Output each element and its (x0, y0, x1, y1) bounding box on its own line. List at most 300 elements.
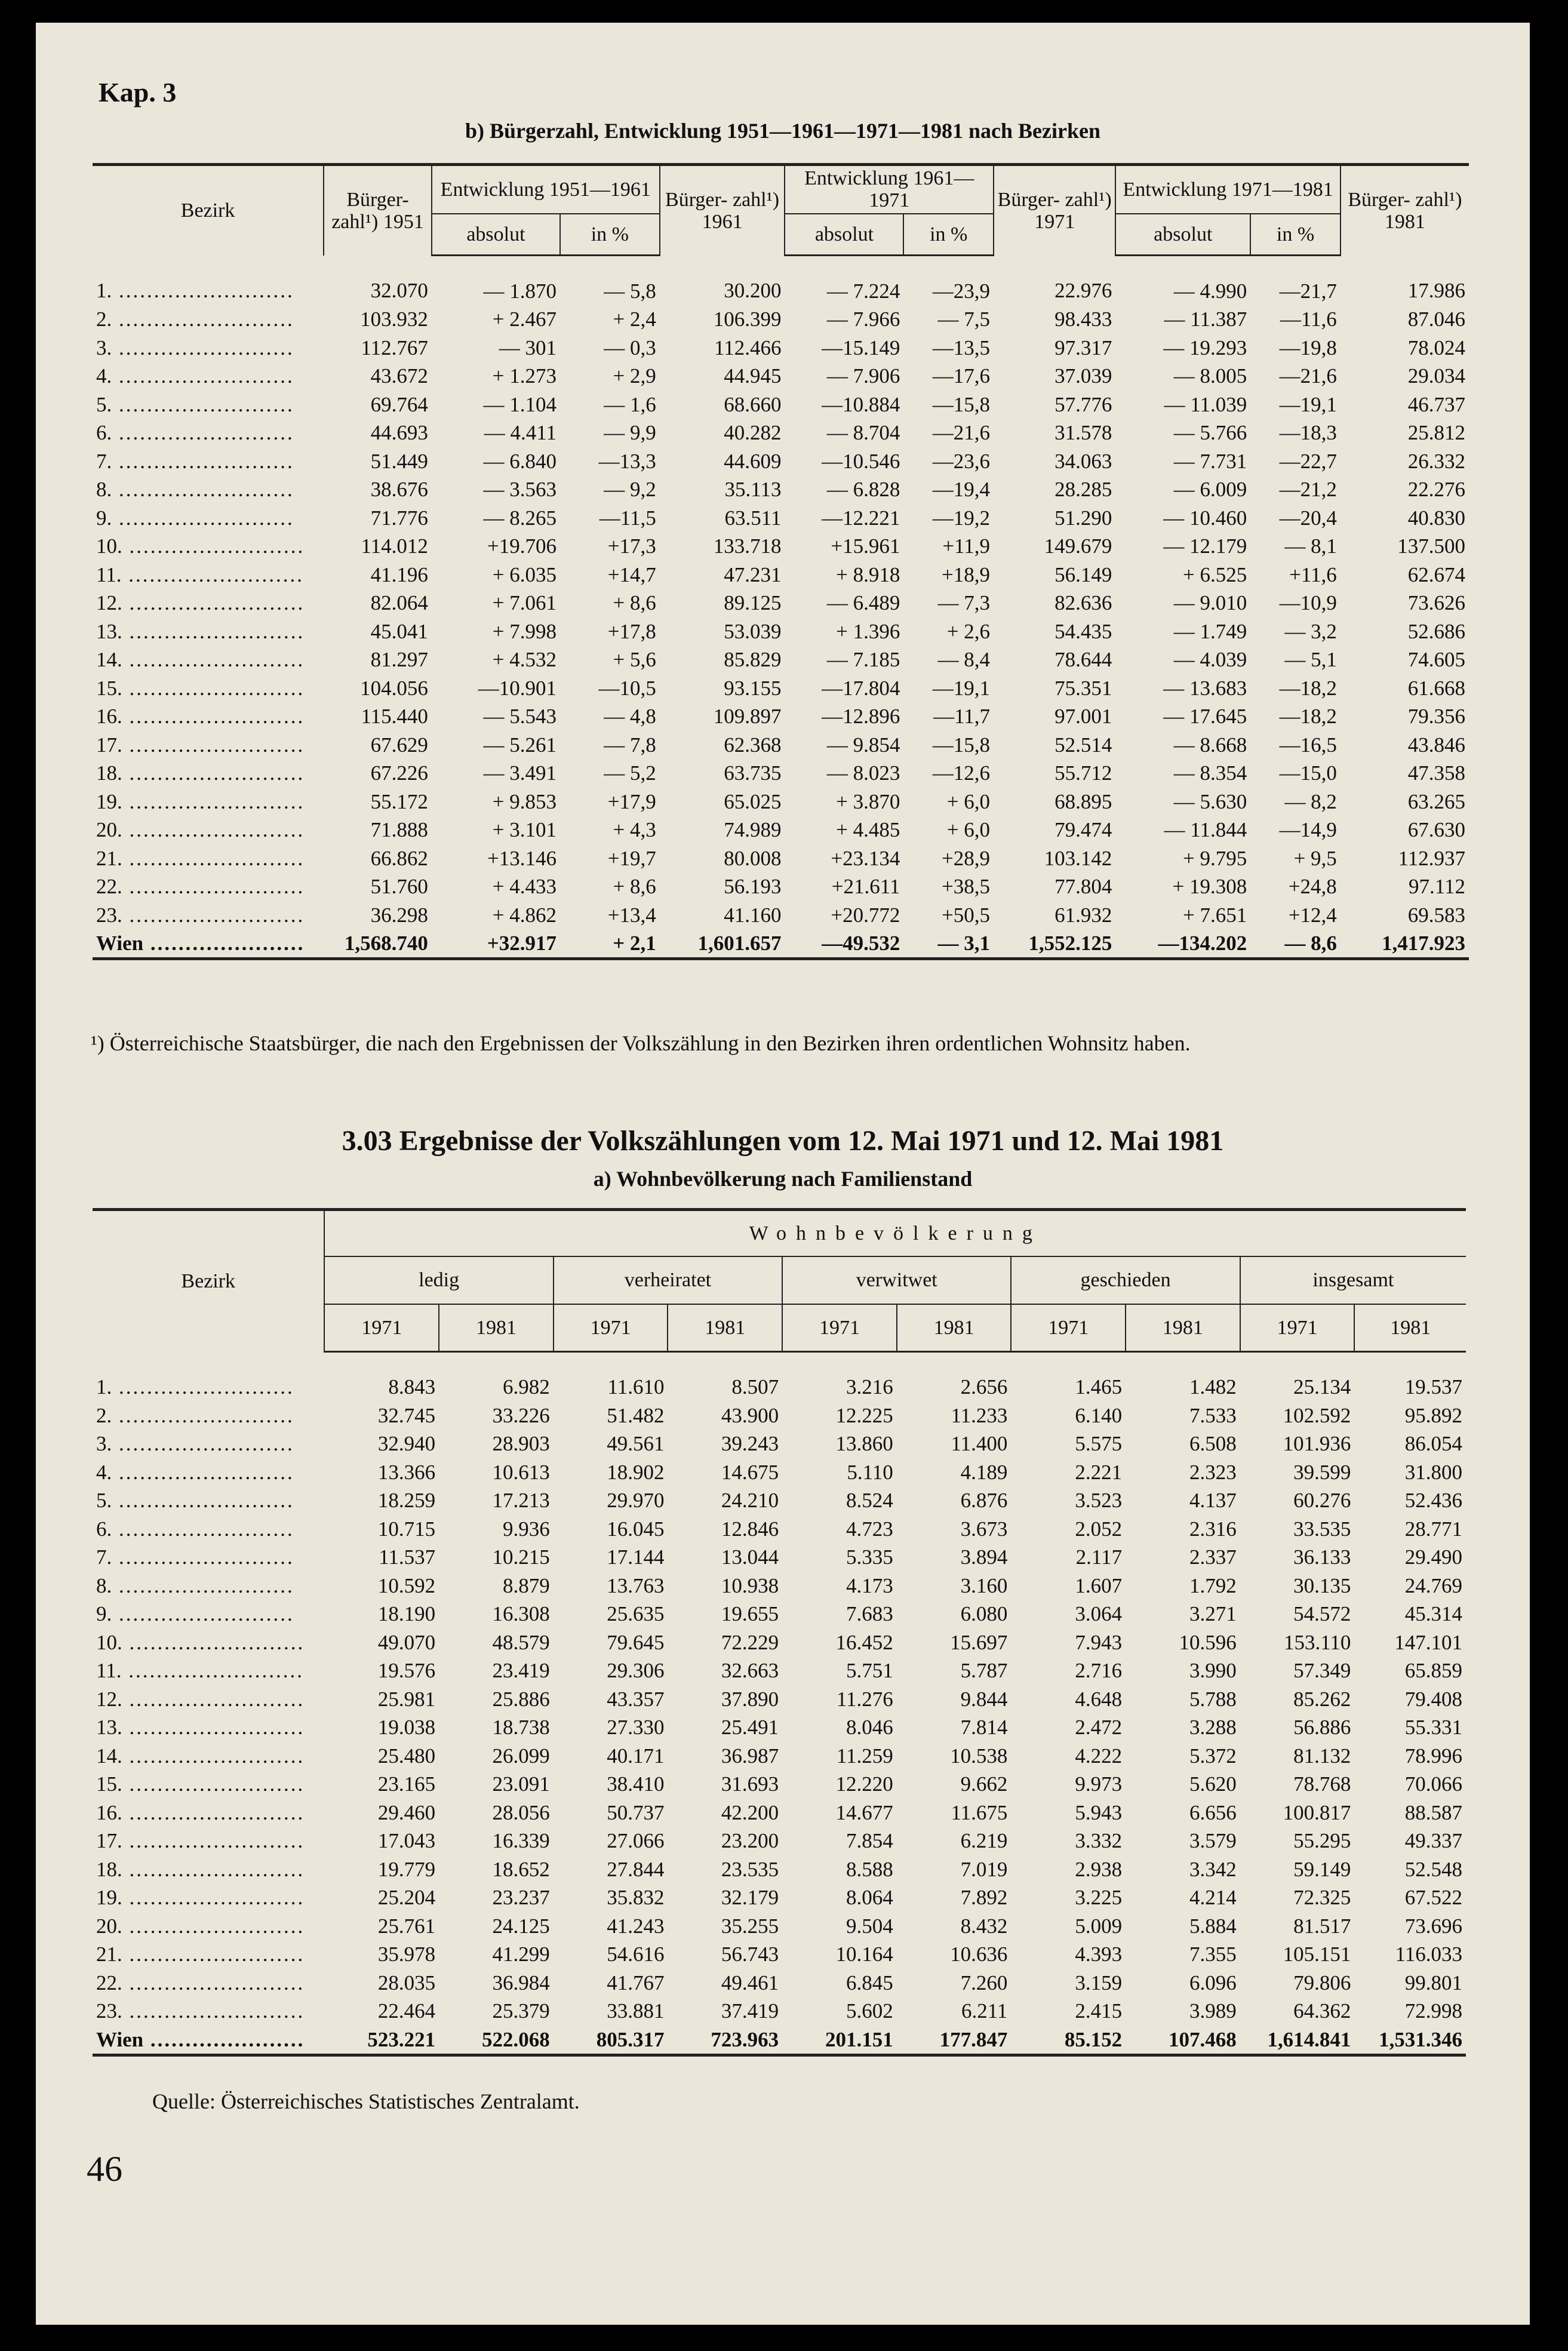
table-cell: 17.986 (1407, 278, 1465, 302)
table-cell: — 7.224 (826, 279, 900, 303)
district-number: 6. (96, 421, 112, 445)
table-cell: 149.679 (1044, 534, 1112, 558)
table-cell: + 7.651 (1182, 903, 1247, 927)
table-cell: 8.432 (960, 1914, 1008, 1938)
table-cell: 44.609 (724, 449, 782, 473)
table-cell: 25.204 (377, 1886, 436, 1910)
col-in-pct: in % (560, 214, 660, 256)
col-buerger-1971: Bürger- zahl¹) 1971 (994, 165, 1115, 256)
table-cell: 10.596 (1179, 1630, 1237, 1654)
table-cell: 11.233 (951, 1403, 1008, 1427)
table-cell: 8.064 (846, 1886, 893, 1910)
district-number: 21. (96, 1943, 122, 1966)
table-cell: — 13.683 (1163, 676, 1247, 700)
district-number: 14. (96, 1744, 122, 1768)
table-cell: +24,8 (1288, 875, 1337, 899)
table-cell: — 11.844 (1164, 818, 1247, 842)
table-cell: 32.663 (721, 1659, 779, 1683)
table-cell: 51.760 (370, 875, 428, 899)
table-cell: + 2,9 (613, 364, 656, 388)
table-cell: — 7,8 (604, 733, 656, 757)
table-cell: 35.255 (721, 1914, 779, 1938)
table-cell: 28.903 (492, 1432, 550, 1456)
table-cell: 101.936 (1283, 1432, 1351, 1456)
table-cell: 1,601.657 (660, 929, 785, 959)
table-cell: 41.243 (607, 1914, 665, 1938)
table-cell: 37.039 (1054, 364, 1112, 388)
table-cell: 55.331 (1404, 1716, 1462, 1740)
district-label (93, 844, 324, 872)
table-row (93, 1770, 1466, 1799)
table-cell: 3.160 (960, 1574, 1008, 1597)
table-cell: 25.480 (377, 1744, 436, 1768)
table-cell: 36.987 (721, 1744, 779, 1768)
table-row (93, 1997, 1466, 2026)
table-cell: 78.644 (1054, 648, 1112, 672)
table-cell: 33.881 (607, 1999, 665, 2023)
table-cell: 105.151 (1283, 1943, 1351, 1966)
table-row (93, 560, 1469, 589)
table-cell: — 9.010 (1173, 591, 1247, 615)
table-cell: + 4.532 (492, 648, 557, 672)
dot-leader: ......................... (121, 563, 304, 586)
table-cell: 116.033 (1395, 1943, 1462, 1966)
table-cell: — 9,9 (604, 421, 656, 445)
table-cell: 107.468 (1126, 2026, 1240, 2055)
table-cell: 3.225 (1075, 1886, 1123, 1910)
table-cell: — 8.265 (483, 506, 557, 530)
table-cell: — 4.039 (1173, 648, 1247, 672)
table-cell: —22,7 (1279, 449, 1337, 473)
district-number: 12. (96, 591, 122, 615)
table-cell: —18,2 (1279, 705, 1337, 729)
table-cell: —18,2 (1279, 676, 1337, 700)
table-row (93, 646, 1469, 674)
table-cell: 25.761 (377, 1914, 436, 1938)
table-cell: 32.179 (721, 1886, 779, 1910)
table-cell: + 8,6 (613, 591, 656, 615)
table-cell: —10,5 (598, 676, 656, 700)
district-label (93, 560, 324, 589)
district-label (93, 2026, 324, 2055)
table-cell: 23.200 (721, 1829, 779, 1853)
table-cell: 29.460 (377, 1800, 436, 1824)
table-cell: 63.735 (724, 761, 782, 785)
table-row (93, 1685, 1466, 1714)
table-cell: 10.613 (492, 1460, 550, 1484)
table-cell: — 8.023 (826, 761, 900, 785)
table-cell: + 6.035 (492, 563, 557, 586)
table-cell: 82.064 (370, 591, 428, 615)
dot-leader: ......................... (122, 1744, 305, 1768)
table-cell: 54.572 (1293, 1602, 1351, 1626)
table-buergerzahl (93, 163, 1469, 960)
table-row (93, 1912, 1466, 1941)
table-cell: —21,7 (1279, 279, 1337, 303)
dot-leader: ......................... (122, 1999, 305, 2023)
district-label (93, 532, 324, 561)
table-cell: 6.508 (1189, 1432, 1237, 1456)
dot-leader: ......................... (112, 278, 294, 302)
dot-leader: ......................... (122, 1943, 305, 1966)
page-number: 46 (87, 2149, 122, 2189)
table-cell: 57.349 (1293, 1659, 1351, 1683)
table-cell: 69.764 (370, 392, 428, 416)
district-number: 20. (96, 818, 122, 842)
table-cell: 8.588 (846, 1857, 893, 1881)
table-cell: 78.768 (1293, 1772, 1351, 1796)
table-cell: 85.829 (724, 648, 782, 672)
table-cell: 15.697 (950, 1630, 1008, 1654)
col-1981: 1981 (1126, 1304, 1240, 1352)
table-cell: 3.990 (1189, 1659, 1237, 1683)
table-cell: 26.099 (492, 1744, 550, 1768)
table-cell: 79.806 (1293, 1971, 1351, 1994)
dot-leader: ......................... (112, 1574, 294, 1597)
table-cell: + 6.525 (1182, 563, 1247, 586)
table-cell: 19.576 (377, 1659, 436, 1683)
table-cell: 89.125 (724, 591, 782, 615)
district-number: 17. (96, 1829, 122, 1853)
table-cell: 40.171 (607, 1744, 665, 1768)
district-number: 3. (96, 336, 112, 359)
table-cell: 23.237 (492, 1886, 550, 1910)
dot-leader: ......................... (122, 846, 305, 870)
table-cell: + 2,6 (946, 619, 991, 643)
table-cell: — 3.491 (483, 761, 557, 785)
table-cell: +19.706 (487, 534, 557, 558)
table-row (93, 1855, 1466, 1884)
district-label (93, 1940, 324, 1969)
table-cell: — 9.854 (826, 733, 900, 757)
district-number: 20. (96, 1914, 122, 1938)
table-cell: 41.299 (492, 1943, 550, 1966)
dot-leader: ......................... (112, 478, 294, 502)
dot-leader: ......................... (112, 392, 294, 416)
table-cell: 1,614.841 (1240, 2026, 1355, 2055)
table-row (93, 475, 1469, 504)
table-row (93, 503, 1469, 532)
district-number: 19. (96, 789, 122, 813)
table-cell: 56.743 (721, 1943, 779, 1966)
table-cell: 52.514 (1054, 733, 1112, 757)
district-label (93, 617, 324, 646)
table-cell: 67.630 (1407, 818, 1465, 842)
district-number: 6. (96, 1517, 112, 1541)
district-label (93, 1855, 324, 1884)
district-label (93, 1572, 324, 1600)
table-cell: 72.325 (1293, 1886, 1351, 1910)
table-cell: — 1.870 (483, 279, 557, 303)
table-cell: 7.260 (960, 1971, 1008, 1994)
table-cell: 9.504 (846, 1914, 893, 1938)
table-cell: —19,8 (1279, 336, 1337, 359)
table-cell: 75.351 (1054, 676, 1112, 700)
table-cell: — 3,1 (903, 929, 994, 959)
table-cell: 49.070 (377, 1630, 436, 1654)
table-cell: — 8.668 (1173, 733, 1247, 757)
table-cell: 805.317 (554, 2026, 668, 2055)
table-row (93, 872, 1469, 901)
table-cell: 81.132 (1293, 1744, 1351, 1768)
table-cell: 32.745 (377, 1403, 436, 1427)
table-cell: 1.607 (1075, 1574, 1123, 1597)
table-cell: 8.507 (731, 1375, 779, 1399)
district-number: 5. (96, 392, 112, 416)
table-cell: 24.210 (721, 1489, 779, 1513)
table-cell: 12.220 (835, 1772, 893, 1796)
dot-leader: ......................... (121, 1659, 304, 1683)
table-cell: — 3,2 (1284, 619, 1337, 643)
table-cell: 97.317 (1054, 336, 1112, 359)
district-label (93, 674, 324, 702)
table-cell: + 2,4 (613, 308, 656, 331)
district-number: 22. (96, 1971, 122, 1994)
table-cell: 97.112 (1409, 875, 1465, 899)
table-cell: +28,9 (942, 846, 991, 870)
dot-leader: ......................... (122, 903, 305, 927)
table-cell: 4.648 (1075, 1687, 1123, 1711)
table-cell: 17.213 (492, 1489, 550, 1513)
table-cell: 11.537 (379, 1545, 436, 1569)
table-cell: 61.668 (1407, 676, 1465, 700)
table-cell: 2.316 (1189, 1517, 1237, 1541)
col-1981: 1981 (1354, 1304, 1466, 1352)
col-in-pct: in % (903, 214, 994, 256)
table-cell: 28.035 (377, 1971, 436, 1994)
col-1971: 1971 (554, 1304, 668, 1352)
table-cell: 25.981 (377, 1687, 436, 1711)
table-cell: 44.693 (370, 421, 428, 445)
table-cell: 27.066 (607, 1829, 665, 1853)
dot-leader: ......................... (122, 1800, 305, 1824)
table-cell: 7.019 (960, 1857, 1008, 1881)
table-cell: 25.886 (492, 1687, 550, 1711)
district-label (93, 1799, 324, 1827)
table-cell: 33.535 (1293, 1517, 1351, 1541)
table-row (93, 1572, 1466, 1600)
district-label (93, 1685, 324, 1714)
table-cell: 103.932 (360, 308, 428, 331)
table-cell: —13,3 (598, 449, 656, 473)
table-cell: 51.290 (1054, 506, 1112, 530)
table-cell: 73.626 (1407, 591, 1465, 615)
district-label (93, 1969, 324, 1997)
dot-leader: ......................... (122, 705, 305, 729)
table-cell: 47.358 (1407, 761, 1465, 785)
table-cell: 18.652 (492, 1857, 550, 1881)
table-cell: 52.548 (1404, 1857, 1462, 1881)
table-cell: 1,552.125 (994, 929, 1115, 959)
table-cell: —15,8 (932, 733, 991, 757)
table-cell: 16.339 (492, 1829, 550, 1853)
table-cell: 43.900 (721, 1403, 779, 1427)
table-cell: 19.038 (377, 1716, 436, 1740)
table-cell: — 5,8 (604, 279, 656, 303)
table-cell: 6.096 (1189, 1971, 1237, 1994)
table-cell: 35.832 (607, 1886, 665, 1910)
dot-leader: ......................... (122, 1829, 305, 1853)
table-cell: — 10.460 (1163, 506, 1247, 530)
table-cell: 56.193 (724, 875, 782, 899)
table-cell: 11.276 (836, 1687, 893, 1711)
table-cell: + 9,5 (1293, 846, 1337, 870)
table-cell: 22.976 (1054, 278, 1112, 302)
district-number: 14. (96, 648, 122, 672)
table-cell: 177.847 (897, 2026, 1011, 2055)
table-cell: + 8,6 (613, 875, 656, 899)
district-label (93, 475, 324, 504)
table-cell: 1.482 (1189, 1375, 1237, 1399)
table-cell: 12.225 (835, 1403, 893, 1427)
table-cell: 5.602 (846, 1999, 893, 2023)
table-cell: + 3.101 (492, 818, 557, 842)
col-absolut: absolut (785, 214, 903, 256)
table-cell: 49.561 (607, 1432, 665, 1456)
table-cell: 26.332 (1407, 449, 1465, 473)
dot-leader: ......................... (112, 308, 294, 331)
table-cell: 522.068 (439, 2026, 554, 2055)
table-cell: 65.025 (724, 789, 782, 813)
table-cell: — 7.185 (826, 648, 900, 672)
table-cell: + 19.308 (1172, 875, 1247, 899)
table-cell: 63.511 (724, 506, 782, 530)
table-cell: — 9,2 (604, 478, 656, 502)
col-1971: 1971 (1011, 1304, 1126, 1352)
table-cell: 51.449 (370, 449, 428, 473)
table-cell: 2.337 (1189, 1545, 1237, 1569)
table-cell: 23.091 (492, 1772, 550, 1796)
table-cell: 22.276 (1407, 478, 1465, 502)
district-number: 12. (96, 1687, 122, 1711)
table-cell: 34.063 (1054, 449, 1112, 473)
table-cell: — 5,1 (1284, 648, 1337, 672)
table-cell: 3.523 (1075, 1489, 1123, 1513)
table-cell: 37.419 (721, 1999, 779, 2023)
table-cell: 45.041 (370, 619, 428, 643)
table-cell: 35.113 (724, 478, 782, 502)
table-cell: 2.052 (1075, 1517, 1123, 1541)
col-verwitwet: verwitwet (782, 1256, 1011, 1304)
table-cell: 79.645 (607, 1630, 665, 1654)
table-cell: —19,4 (932, 478, 991, 502)
table-cell: +18,9 (942, 563, 991, 586)
table-cell: 14.675 (721, 1460, 779, 1484)
table-cell: 6.140 (1075, 1403, 1123, 1427)
table-cell: 23.535 (721, 1857, 779, 1881)
table-cell: 41.767 (607, 1971, 665, 1994)
dot-leader: ...................... (143, 2027, 305, 2051)
table-row (93, 1969, 1466, 1997)
district-label (93, 1883, 324, 1912)
table-cell: —19,1 (932, 676, 991, 700)
table-cell: 109.897 (713, 705, 782, 729)
dot-leader: ......................... (122, 1630, 305, 1654)
table-cell: 112.937 (1398, 846, 1465, 870)
table-cell: —19,1 (1279, 392, 1337, 416)
table-cell: 18.190 (377, 1602, 436, 1626)
district-label (93, 759, 324, 788)
district-label (93, 256, 324, 305)
table-cell: —15.149 (822, 336, 900, 359)
table-row (93, 390, 1469, 419)
table-cell: 44.945 (724, 364, 782, 388)
table-cell: 25.812 (1407, 421, 1465, 445)
table-cell: + 7.061 (492, 591, 557, 615)
table-cell: 5.884 (1189, 1914, 1237, 1938)
table-cell: 64.362 (1293, 1999, 1351, 2023)
dot-leader: ......................... (112, 1517, 294, 1541)
table-cell: 79.408 (1404, 1687, 1462, 1711)
district-number: 23. (96, 1999, 122, 2023)
district-label (93, 589, 324, 617)
table-cell: 29.306 (607, 1659, 665, 1683)
table-cell: 3.342 (1189, 1857, 1237, 1881)
district-label (93, 1402, 324, 1430)
district-number: 7. (96, 1545, 112, 1569)
table-row (93, 1742, 1466, 1771)
table-row (93, 1799, 1466, 1827)
table-cell: 6.845 (846, 1971, 893, 1994)
district-label (93, 333, 324, 362)
district-number: 10. (96, 534, 122, 558)
dot-leader: ...................... (143, 932, 305, 955)
dot-leader: ......................... (112, 1403, 294, 1427)
table-cell: 25.134 (1293, 1375, 1351, 1399)
district-label (93, 702, 324, 731)
col-1971: 1971 (1240, 1304, 1355, 1352)
total-row (93, 2026, 1466, 2055)
table-cell: +14,7 (607, 563, 656, 586)
table-cell: — 8.354 (1173, 761, 1247, 785)
district-number: 4. (96, 364, 112, 388)
table-cell: 72.229 (721, 1630, 779, 1654)
dot-leader: ......................... (122, 1716, 305, 1740)
district-label (93, 390, 324, 419)
col-1981: 1981 (897, 1304, 1011, 1352)
table-cell: — 5.543 (483, 705, 557, 729)
dot-leader: ......................... (112, 1545, 294, 1569)
district-label (93, 1458, 324, 1487)
table-cell: — 8,2 (1284, 789, 1337, 813)
table-cell: 4.189 (960, 1460, 1008, 1484)
table-cell: 98.433 (1054, 308, 1112, 331)
table-cell: —19,2 (932, 506, 991, 530)
dot-leader: ......................... (122, 1971, 305, 1994)
district-number: Wien (96, 932, 144, 955)
table-cell: — 7,3 (937, 591, 991, 615)
table-cell: 13.860 (835, 1432, 893, 1456)
district-label (93, 872, 324, 901)
district-number: 19. (96, 1886, 122, 1910)
table-row (93, 1543, 1466, 1572)
dot-leader: ......................... (122, 733, 305, 757)
table-cell: 31.800 (1404, 1460, 1462, 1484)
table-cell: 2.716 (1075, 1659, 1123, 1683)
table-cell: 28.285 (1054, 478, 1112, 502)
dot-leader: ......................... (122, 619, 305, 643)
col-1981: 1981 (668, 1304, 782, 1352)
table-cell: +19,7 (607, 846, 656, 870)
table-cell: 36.133 (1293, 1545, 1351, 1569)
table-cell: 4.214 (1189, 1886, 1237, 1910)
table-a-title: a) Wohnbevölkerung nach Familienstand (593, 1167, 973, 1191)
district-number: 7. (96, 449, 112, 473)
district-label (93, 787, 324, 816)
table-cell: +12,4 (1288, 903, 1337, 927)
dot-leader: ......................... (112, 421, 294, 445)
district-number: 16. (96, 1800, 122, 1824)
